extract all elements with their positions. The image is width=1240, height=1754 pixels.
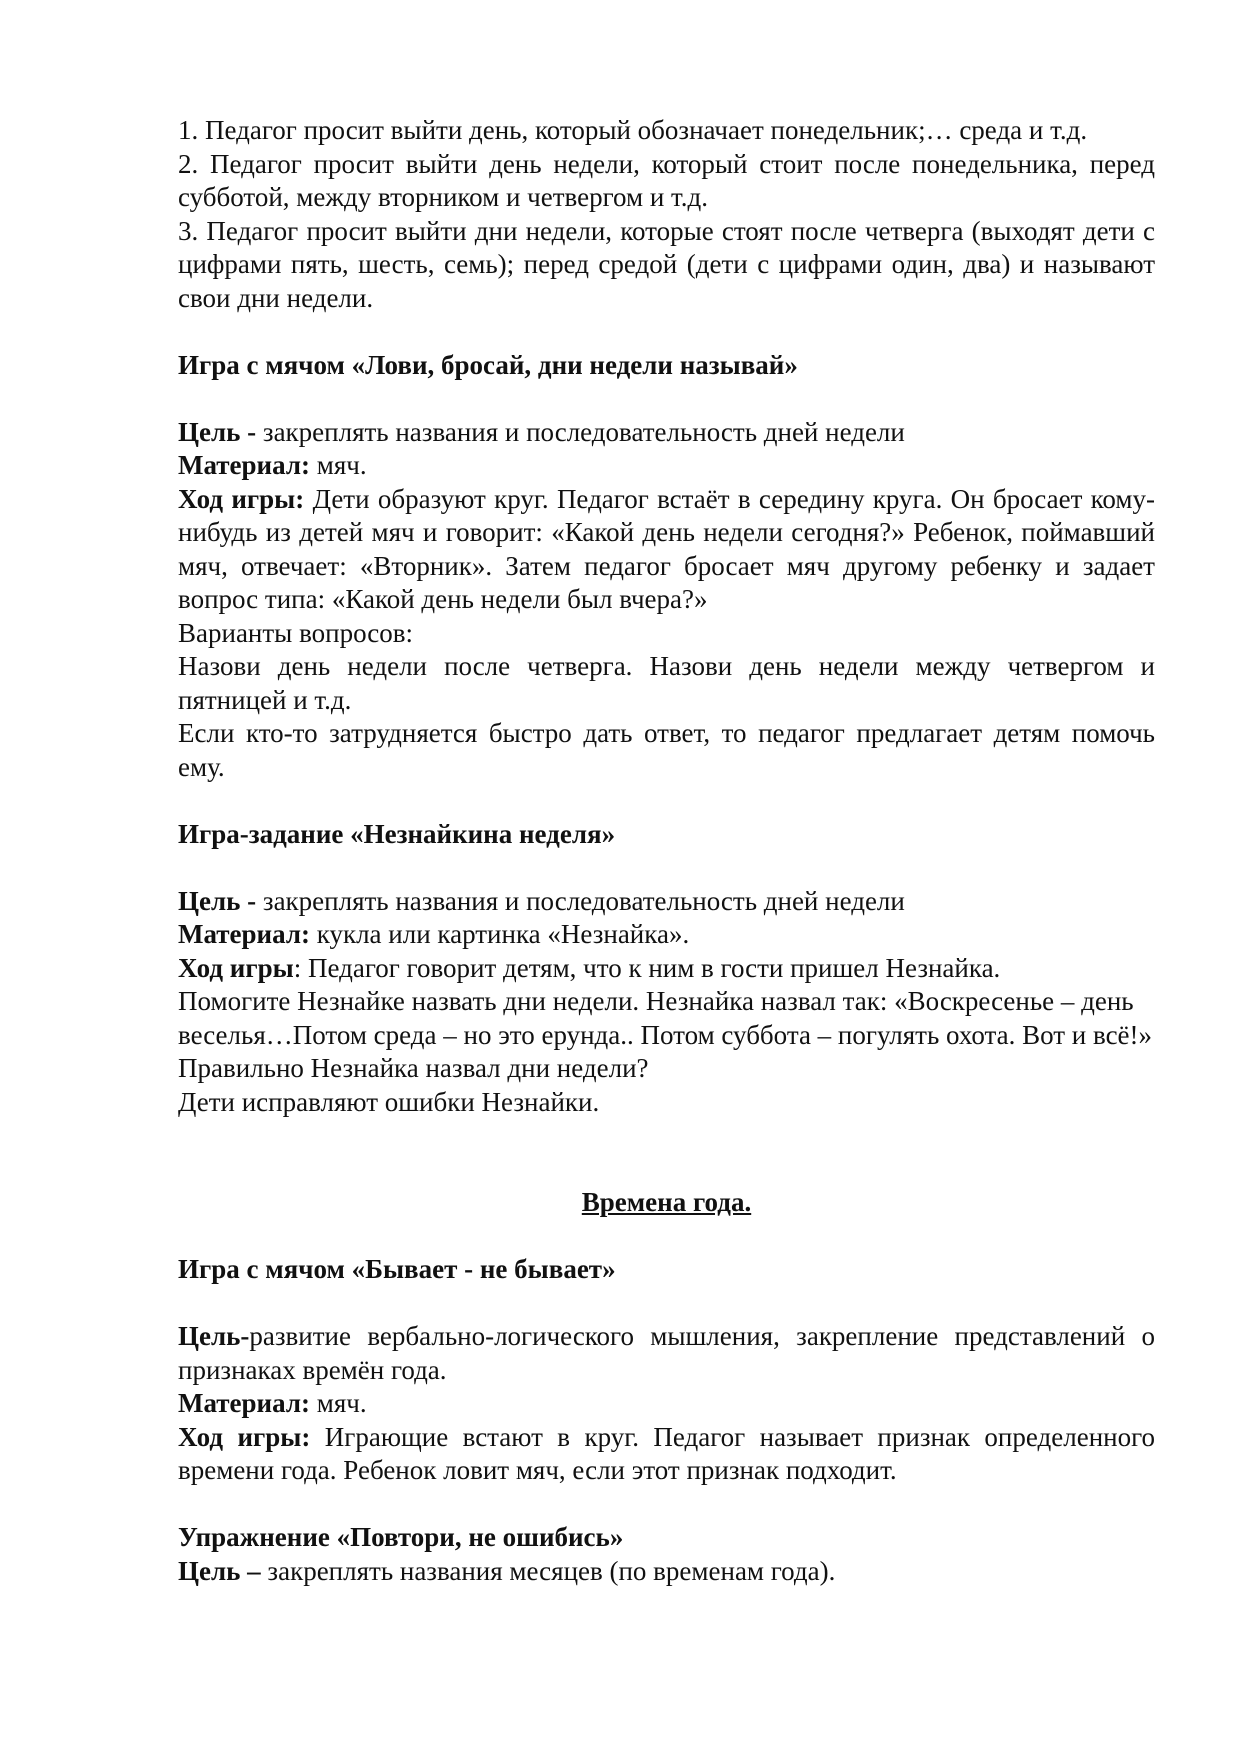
game2-course (178, 952, 1155, 986)
game1-course (178, 483, 1155, 617)
goal-label: Цель- (178, 1321, 250, 1351)
course-text: Дети образуют круг. Педагог встаёт в середину круга. Он бросает кому-нибудь из детей мяч и говорит: «Какой день недели сегодня?» Ребенок, поймавший мяч, отвечает: «Вторник». Затем педагог бросает мяч другому ребенку и задает вопрос типа: «Какой день недели был вчера?» (178, 483, 1155, 614)
course-label: Ход игры (178, 952, 294, 983)
game2-material (178, 918, 1155, 952)
game1-material (178, 449, 1155, 483)
numbered-item-1: 1. Педагог просит выйти день, который обозначает понедельник;… среда и т.д. (178, 115, 1088, 145)
material-text: кукла или картинка «Незнайка». (309, 919, 690, 949)
game2-course-end: Дети исправляют ошибки Незнайки. (178, 1086, 600, 1117)
goal-label: Цель - (178, 416, 257, 447)
goal-label: Цель - (178, 885, 257, 916)
game1-variants-text: Назови день недели после четверга. Назови день недели между четвергом и пятницей и т.д. (178, 651, 1155, 715)
game3-title: Игра с мячом «Бывает - не бывает» (178, 1254, 616, 1284)
numbered-item-2: 2. Педагог просит выйти день недели, который стоит после понедельника, перед субботой, между вторником и четвергом и т.д. (178, 148, 1155, 212)
course-text: Играющие встают в круг. Педагог называет признак определенного времени года. Ребенок ловит мяч, если этот признак подходит. (178, 1421, 1155, 1485)
goal-text: закреплять названия и последовательность дней недели (256, 885, 905, 916)
game2-course-continued: Помогите Незнайке назвать дни недели. Незнайка назвал так: «Воскресенье – день веселья…Потом среда – но это ерунда.. Потом суббота – погулять охота. Вот и всё!» Правильно Незнайка назвал дни недели? (178, 986, 1153, 1083)
material-text: мяч. (309, 450, 367, 480)
game1-note: Если кто-то затрудняется быстро дать ответ, то педагог предлагает детям помочь ему. (178, 718, 1155, 782)
game3-course (178, 1421, 1155, 1488)
numbered-item-3: 3. Педагог просит выйти дни недели, которые стоят после четверга (выходят дети с цифрами пять, шесть, семь); перед средой (дети с цифрами один, два) и называют свои дни недели. (178, 215, 1155, 313)
section-title: Времена года. (581, 1187, 752, 1217)
game1-title: Игра с мячом «Лови, бросай, дни недели называй» (178, 349, 798, 380)
exercise-goal (178, 1555, 1155, 1589)
game1-variants-label: Варианты вопросов: (178, 617, 413, 648)
course-label: Ход игры: (178, 1421, 311, 1452)
goal-label: Цель – (178, 1555, 261, 1586)
material-label: Материал: (178, 919, 310, 949)
material-label: Материал: (178, 450, 310, 480)
material-text: мяч. (309, 1388, 367, 1418)
goal-text: развитие вербально-логического мышления, закрепление представлений о признаках времён года. (178, 1321, 1155, 1385)
goal-text: закреплять названия и последовательность дней недели (256, 416, 905, 447)
game1-goal (178, 416, 1155, 450)
game3-goal (178, 1320, 1155, 1387)
exercise-title: Упражнение «Повтори, не ошибись» (178, 1522, 624, 1552)
course-text: : Педагог говорит детям, что к ним в гости пришел Незнайка. (293, 952, 1001, 983)
game3-material (178, 1387, 1155, 1421)
goal-text: закреплять названия месяцев (по временам года). (260, 1555, 836, 1586)
game2-title: Игра-задание «Незнайкина неделя» (178, 818, 616, 849)
course-label: Ход игры: (178, 483, 305, 514)
document-page (178, 114, 1155, 1588)
material-label: Материал: (178, 1388, 310, 1418)
game2-goal (178, 885, 1155, 919)
